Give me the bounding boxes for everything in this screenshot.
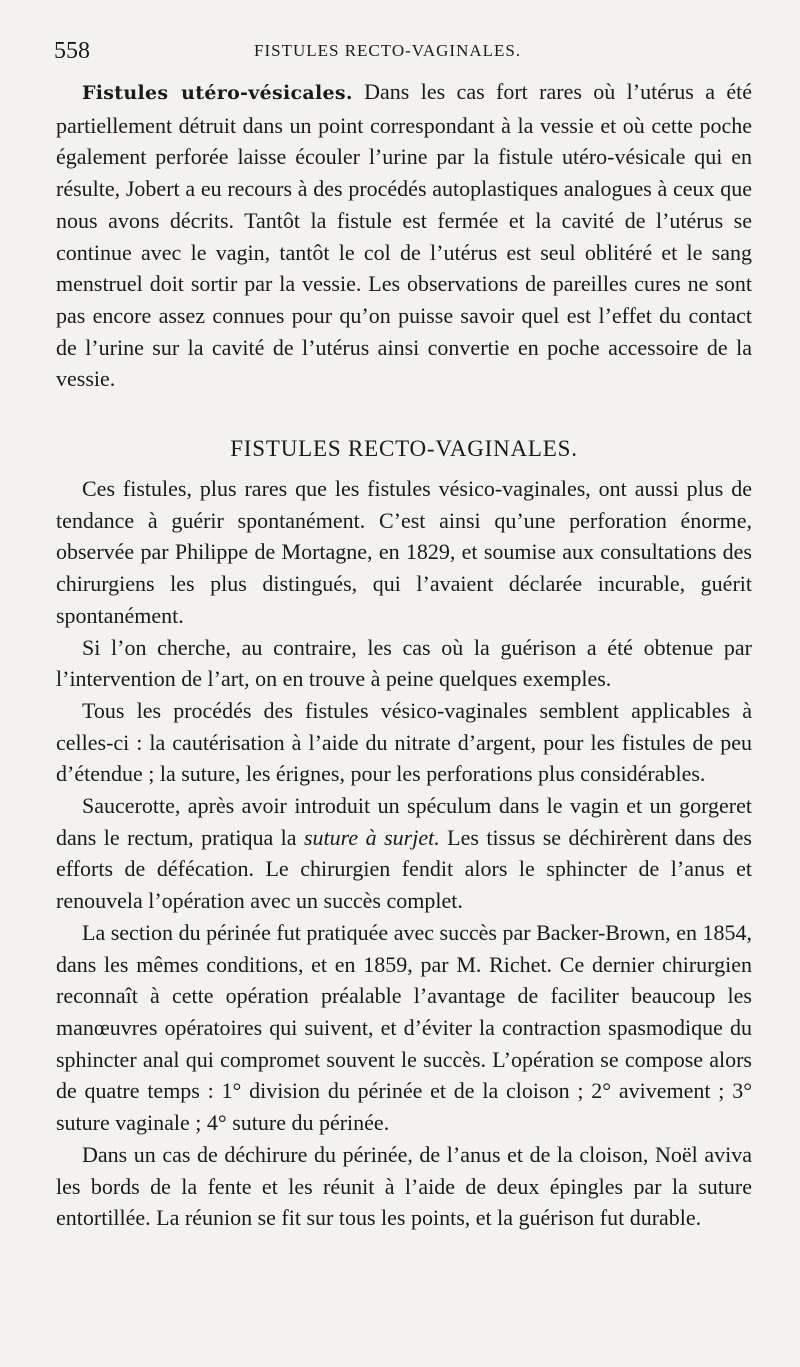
paragraph-5: La section du périnée fut pratiquée avec succès par Backer-Brown, en 1854, dans les mêmes conditions, et en 1859, par M. Richet. Ce dernier chirurgien reconnaît à cette opération préalable l’avantage de faciliter beaucoup les manœuvres opératoires qui suivent, et d’éviter la contraction spasmodique du sphincter anal qui compromet souvent le succès. L’opération se compose alors de quatre temps : 1° division du périnée et de la cloison ; 2° avivement ; 3° suture vaginale ; 4° suture du périnée. [56, 919, 752, 1136]
section-title: FISTULES RECTO-VAGINALES. [230, 436, 578, 462]
running-head [54, 38, 760, 72]
paragraph-4-start: Saucerotte, après avoir introduit un spéculum dans le vagin et un gorgeret dans le rectum, pratiqua la [56, 793, 752, 850]
intro-text: Dans les cas fort rares où l’utérus a été partiellement détruit dans un point correspondant à la vessie et où cette poche également perforée laisse écouler l’urine par la fistule utéro-vésicale qui en résulte, Jobert a eu recours à des procédés autoplastiques analogues à ceux que nous avons décrits. Tantôt la fistule est fermée et la cavité de l’utérus se continue avec le vagin, tantôt le col de l’utérus est seul oblitéré et le sang menstruel doit sortir par la vessie. Les observations de pareilles cures ne sont pas encore assez connues pour qu’on puisse savoir quel est l’effet du contact de l’urine sur la cavité de l’utérus ainsi convertie en poche accessoire de la vessie. [56, 79, 752, 392]
running-title: FISTULES RECTO-VAGINALES. [254, 41, 522, 60]
text-block [56, 76, 752, 1234]
intro-lead-heading: Fistules utéro-vésicales. [82, 82, 353, 104]
paragraph-1: Ces fistules, plus rares que les fistules vésico-vaginales, ont aussi plus de tendance à guérir spontanément. C’est ainsi qu’une perforation énorme, observée par Philippe de Mortagne, en 1829, et soumise aux consultations des chirurgiens les plus distingués, qui l’avaient déclarée incurable, guérit spontanément. [56, 476, 752, 628]
paragraph-4-end: Les tissus se déchirèrent dans des efforts de défécation. Le chirurgien fendit alors le sphincter de l’anus et renouvela l’opération avec un succès complet. [56, 824, 752, 914]
intro-paragraph [56, 76, 752, 395]
paragraph-6: Dans un cas de déchirure du périnée, de l’anus et de la cloison, Noël aviva les bords de la fente et les réunit à l’aide de deux épingles par la suture entortillée. La réunion se fit sur tous les points, et la guérison fut durable. [56, 1141, 752, 1231]
paragraph-4 [56, 790, 752, 917]
page-number: 558 [54, 38, 90, 64]
paragraph-2: Si l’on cherche, au contraire, les cas où la guérison a été obtenue par l’intervention de l’art, on en trouve à peine quelques exemples. [56, 634, 752, 692]
paragraph-3: Tous les procédés des fistules vésico-vaginales semblent applicables à celles-ci : la cautérisation à l’aide du nitrate d’argent, pour les fistules de peu d’étendue ; la suture, les érignes, pour les perforations plus considérables. [56, 697, 752, 787]
paragraph-4-italic: suture à surjet. [304, 824, 440, 850]
